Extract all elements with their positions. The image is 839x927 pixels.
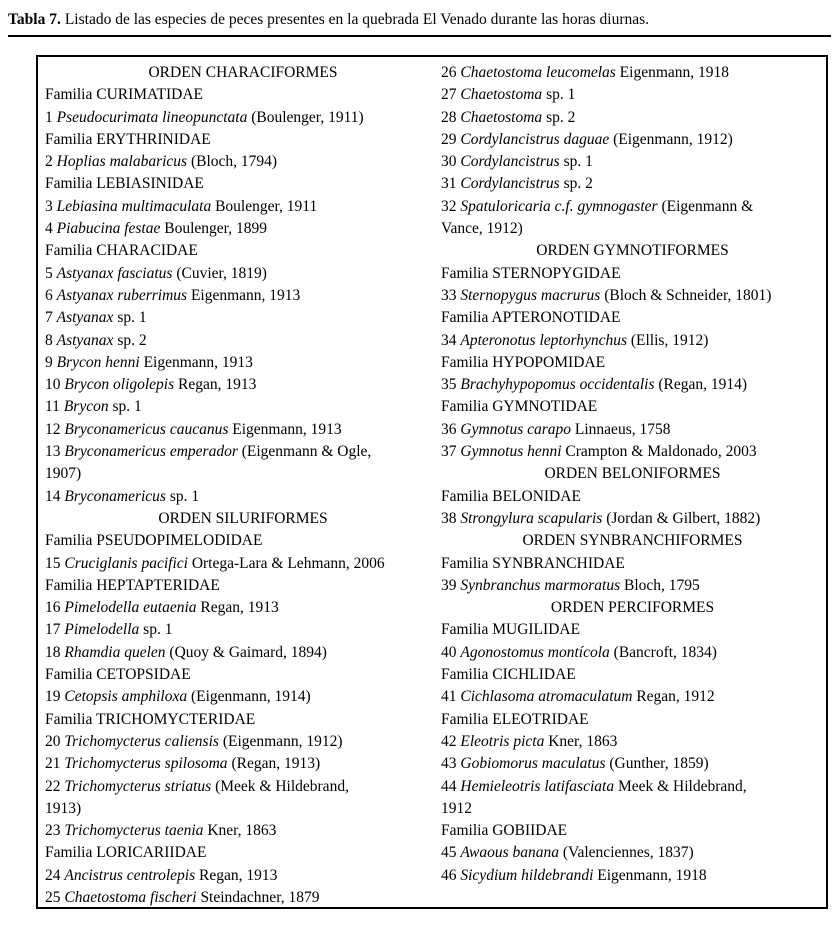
species-scientific-name: Brachyhypopomus occidentalis [460,376,655,394]
species-row [441,151,824,173]
species-scientific-name: Trichomycterus taenia [64,822,204,840]
species-row [45,642,441,664]
family-header: Familia CETOPSIDAE [45,666,191,684]
species-scientific-name: Astyanax fasciatus [56,264,173,282]
species-author: Eigenmann, 1918 [593,866,707,884]
species-number: 29 [441,130,461,148]
species-number: 24 [45,866,65,884]
species-author: sp. 1 [559,153,593,171]
family-header: Familia PSEUDOPIMELODIDAE [45,532,263,550]
species-number: 22 [45,777,65,795]
species-row [441,129,824,151]
species-row [45,597,441,619]
species-author: Regan, 1912 [632,688,715,706]
species-author: (Eigenmann & [657,197,754,215]
species-scientific-name: Cetopsis amphiloxa [64,688,188,706]
species-scientific-name: Cichlasoma atromaculatum [460,688,633,706]
species-number: 31 [441,175,461,193]
species-row [45,196,441,218]
species-row [441,330,824,352]
species-author: (Quoy & Gaimard, 1894) [165,643,327,661]
species-author: Eigenmann, 1913 [228,420,342,438]
species-number: 1 [45,108,57,126]
species-row [45,285,441,307]
species-author: (Ellis, 1912) [627,331,709,349]
species-row [441,107,824,129]
species-author: (Meek & Hildebrand, [211,777,349,795]
species-row [45,263,441,285]
species-scientific-name: Trichomycterus striatus [64,777,212,795]
species-number: 14 [45,487,65,505]
species-scientific-name: Hemieleotris latifasciata [460,777,615,795]
species-row [441,776,824,798]
species-number: 20 [45,732,65,750]
species-number: 8 [45,331,57,349]
table-caption [8,10,831,30]
species-author: (Jordan & Gilbert, 1882) [602,509,761,527]
species-author: (Eigenmann & Ogle, [237,443,372,461]
species-row [45,887,441,909]
order-header: ORDEN PERCIFORMES [550,599,715,617]
species-row [441,731,824,753]
family-header: Familia MUGILIDAE [441,621,581,639]
species-number: 33 [441,286,461,304]
species-row [45,151,441,173]
species-scientific-name: Apteronotus leptorhynchus [460,331,627,349]
family-header: Familia STERNOPYGIDAE [441,264,621,282]
species-row [441,441,824,463]
species-scientific-name: Pimelodella eutaenia [64,599,197,617]
family-header: Familia LORICARIIDAE [45,844,207,862]
family-header: Familia GYMNOTIDAE [441,398,598,416]
species-number: 17 [45,621,65,639]
species-row [45,776,441,798]
species-row [45,731,441,753]
species-number: 36 [441,420,461,438]
species-number: 18 [45,643,65,661]
species-row [441,419,824,441]
family-header: Familia HEPTAPTERIDAE [45,576,220,594]
species-row [441,62,824,84]
species-author: sp. 1 [139,621,173,639]
species-scientific-name: Bryconamericus emperador [64,443,238,461]
species-number: 39 [441,576,461,594]
species-scientific-name: Spatuloricaria c.f. gymnogaster [460,197,658,215]
species-scientific-name: Chaetostoma [460,86,543,104]
species-row [441,575,824,597]
species-row [45,352,441,374]
species-author: Eigenmann, 1913 [187,286,301,304]
species-scientific-name: Trichomycterus spilosoma [64,755,228,773]
species-row [45,419,441,441]
family-header: Familia HYPOPOMIDAE [441,353,606,371]
species-number: 11 [45,398,64,416]
species-author: Boulenger, 1911 [211,197,318,215]
species-scientific-name: Sternopygus macrurus [460,286,601,304]
species-scientific-name: Eleotris picta [460,732,545,750]
species-number: 27 [441,86,461,104]
species-row [441,753,824,775]
family-header: Familia GOBIIDAE [441,822,568,840]
species-scientific-name: Chaetostoma leucomelas [460,64,616,81]
species-scientific-name: Brycon [63,398,109,416]
species-scientific-name: Piabucina festae [56,220,161,238]
species-number: 46 [441,866,461,884]
species-number: 2 [45,153,57,171]
species-number: 9 [45,353,57,371]
species-author: sp. 1 [108,398,142,416]
species-number: 43 [441,755,461,773]
species-author: sp. 2 [559,175,593,193]
species-author: Linnaeus, 1758 [571,420,671,438]
species-number: 44 [441,777,461,795]
family-header: Familia APTERONOTIDAE [441,309,621,327]
species-row [45,307,441,329]
species-row [45,441,441,463]
family-header: Familia BELONIDAE [441,487,581,505]
species-number: 40 [441,643,461,661]
species-author: (Eigenmann, 1912) [609,130,733,148]
order-header: ORDEN CHARACIFORMES [148,64,338,81]
species-row [45,553,441,575]
species-scientific-name: Bryconamericus caucanus [64,420,229,438]
species-scientific-name: Trichomycterus caliensis [64,732,219,750]
species-row [45,753,441,775]
species-scientific-name: Chaetostoma [460,108,543,126]
species-scientific-name: Agonostomus montícola [460,643,610,661]
species-author: Regan, 1913 [174,376,257,394]
species-row [441,173,824,195]
species-row [45,374,441,396]
species-scientific-name: Chaetostoma fischeri [64,888,197,906]
species-scientific-name: Rhamdia quelen [64,643,166,661]
species-number: 21 [45,755,65,773]
species-author: (Eigenmann, 1912) [218,732,343,750]
species-number: 6 [45,286,57,304]
species-number: 16 [45,599,65,617]
species-row [45,396,441,418]
species-row [45,686,441,708]
species-author: Regan, 1913 [196,599,279,617]
species-continuation: 1907) [45,465,82,483]
family-header: Familia CICHLIDAE [441,666,576,684]
species-scientific-name: Ancistrus centrolepis [64,866,196,884]
species-scientific-name: Synbranchus marmoratus [460,576,621,594]
species-scientific-name: Awaous banana [460,844,559,862]
species-number: 41 [441,688,461,706]
species-scientific-name: Strongylura scapularis [460,509,603,527]
species-scientific-name: Gymnotus carapo [460,420,572,438]
species-row [441,196,824,218]
species-number: 15 [45,554,65,572]
order-header: ORDEN SILURIFORMES [158,509,328,527]
family-header: Familia SYNBRANCHIDAE [441,554,625,572]
species-number: 7 [45,309,57,327]
species-scientific-name: Pimelodella [64,621,140,639]
species-author: Boulenger, 1899 [160,220,267,238]
species-author: (Boulenger, 1911) [247,108,364,126]
species-row [441,374,824,396]
species-number: 19 [45,688,65,706]
species-scientific-name: Brycon oligolepis [64,376,175,394]
species-number: 3 [45,197,57,215]
species-author: sp. 1 [113,309,147,327]
species-scientific-name: Gobiomorus maculatus [460,755,606,773]
species-author: Steindachner, 1879 [196,888,320,906]
species-number: 37 [441,443,461,461]
species-number: 23 [45,822,65,840]
species-scientific-name: Sicydium hildebrandi [460,866,594,884]
species-scientific-name: Cruciglanis pacifici [64,554,188,572]
species-author: Bloch, 1795 [620,576,700,594]
species-scientific-name: Gymnotus henni [460,443,562,461]
species-scientific-name: Astyanax [56,309,114,327]
species-row [45,218,441,240]
species-scientific-name: Brycon henni [56,353,140,371]
caption-label: Tabla 7. [8,11,61,28]
species-author: (Cuvier, 1819) [172,264,267,282]
species-continuation: Vance, 1912) [441,220,523,238]
species-number: 25 [45,888,65,906]
species-continuation: 1912 [441,799,472,817]
species-scientific-name: Cordylancistrus daguae [460,130,610,148]
caption-text: Listado de las especies de peces presentes en la quebrada El Venado durante las horas diurnas. [64,11,650,28]
species-row [441,285,824,307]
order-header: ORDEN GYMNOTIFORMES [536,242,729,260]
species-number: 5 [45,264,57,282]
species-author: sp. 2 [113,331,147,349]
species-scientific-name: Hoplias malabaricus [56,153,188,171]
species-table [36,55,828,909]
species-number: 13 [45,443,65,461]
species-continuation: 1913) [45,799,82,817]
species-number: 28 [441,108,461,126]
species-author: Regan, 1913 [195,866,278,884]
species-number: 45 [441,844,461,862]
species-author: sp. 1 [542,86,576,104]
species-number: 42 [441,732,461,750]
species-number: 34 [441,331,461,349]
species-author: (Regan, 1913) [227,755,321,773]
family-header: Familia ELEOTRIDAE [441,710,589,728]
species-author: Kner, 1863 [544,732,618,750]
species-number: 32 [441,197,461,215]
species-author: (Bloch & Schneider, 1801) [600,286,772,304]
species-number: 12 [45,420,65,438]
species-author: sp. 2 [542,108,576,126]
species-row [441,842,824,864]
species-author: Ortega-Lara & Lehmann, 2006 [187,554,385,572]
species-scientific-name: Lebiasina multimaculata [56,197,212,215]
species-scientific-name: Pseudocurimata lineopunctata [56,108,248,126]
species-scientific-name: Astyanax ruberrimus [56,286,188,304]
species-author: (Regan, 1914) [654,376,748,394]
order-header: ORDEN BELONIFORMES [544,465,721,483]
order-header: ORDEN SYNBRANCHIFORMES [522,532,743,550]
family-header: Familia LEBIASINIDAE [45,175,204,193]
species-scientific-name: Cordylancistrus [460,175,560,193]
species-column-left [45,62,441,907]
species-row [441,84,824,106]
species-row [45,486,441,508]
species-number: 38 [441,509,461,527]
species-scientific-name: Astyanax [56,331,114,349]
species-number: 26 [441,64,461,81]
species-number: 4 [45,220,57,238]
species-author: (Valenciennes, 1837) [558,844,694,862]
species-row [45,865,441,887]
species-author: (Eigenmann, 1914) [187,688,311,706]
species-row [45,330,441,352]
family-header: Familia ERYTHRINIDAE [45,130,211,148]
species-author: sp. 1 [165,487,200,505]
caption-rule [8,35,831,37]
species-row [45,820,441,842]
species-row [441,642,824,664]
species-row [45,107,441,129]
species-author: (Bancroft, 1834) [609,643,717,661]
species-column-right [441,62,824,907]
species-author: (Gunther, 1859) [605,755,709,773]
species-author: Kner, 1863 [203,822,277,840]
family-header: Familia CHARACIDAE [45,242,198,260]
species-number: 30 [441,153,461,171]
species-author: Meek & Hildebrand, [614,777,747,795]
species-row [441,686,824,708]
species-row [441,865,824,887]
species-author: (Bloch, 1794) [187,153,278,171]
family-header: Familia CURIMATIDAE [45,86,204,104]
species-scientific-name: Bryconamericus [64,487,166,505]
species-number: 10 [45,376,65,394]
species-row [441,508,824,530]
species-author: Crampton & Maldonado, 2003 [561,443,757,461]
family-header: Familia TRICHOMYCTERIDAE [45,710,256,728]
species-author: Eigenmann, 1913 [139,353,253,371]
species-author: Eigenmann, 1918 [615,64,730,81]
species-scientific-name: Cordylancistrus [460,153,560,171]
species-number: 35 [441,376,461,394]
species-row [45,619,441,641]
